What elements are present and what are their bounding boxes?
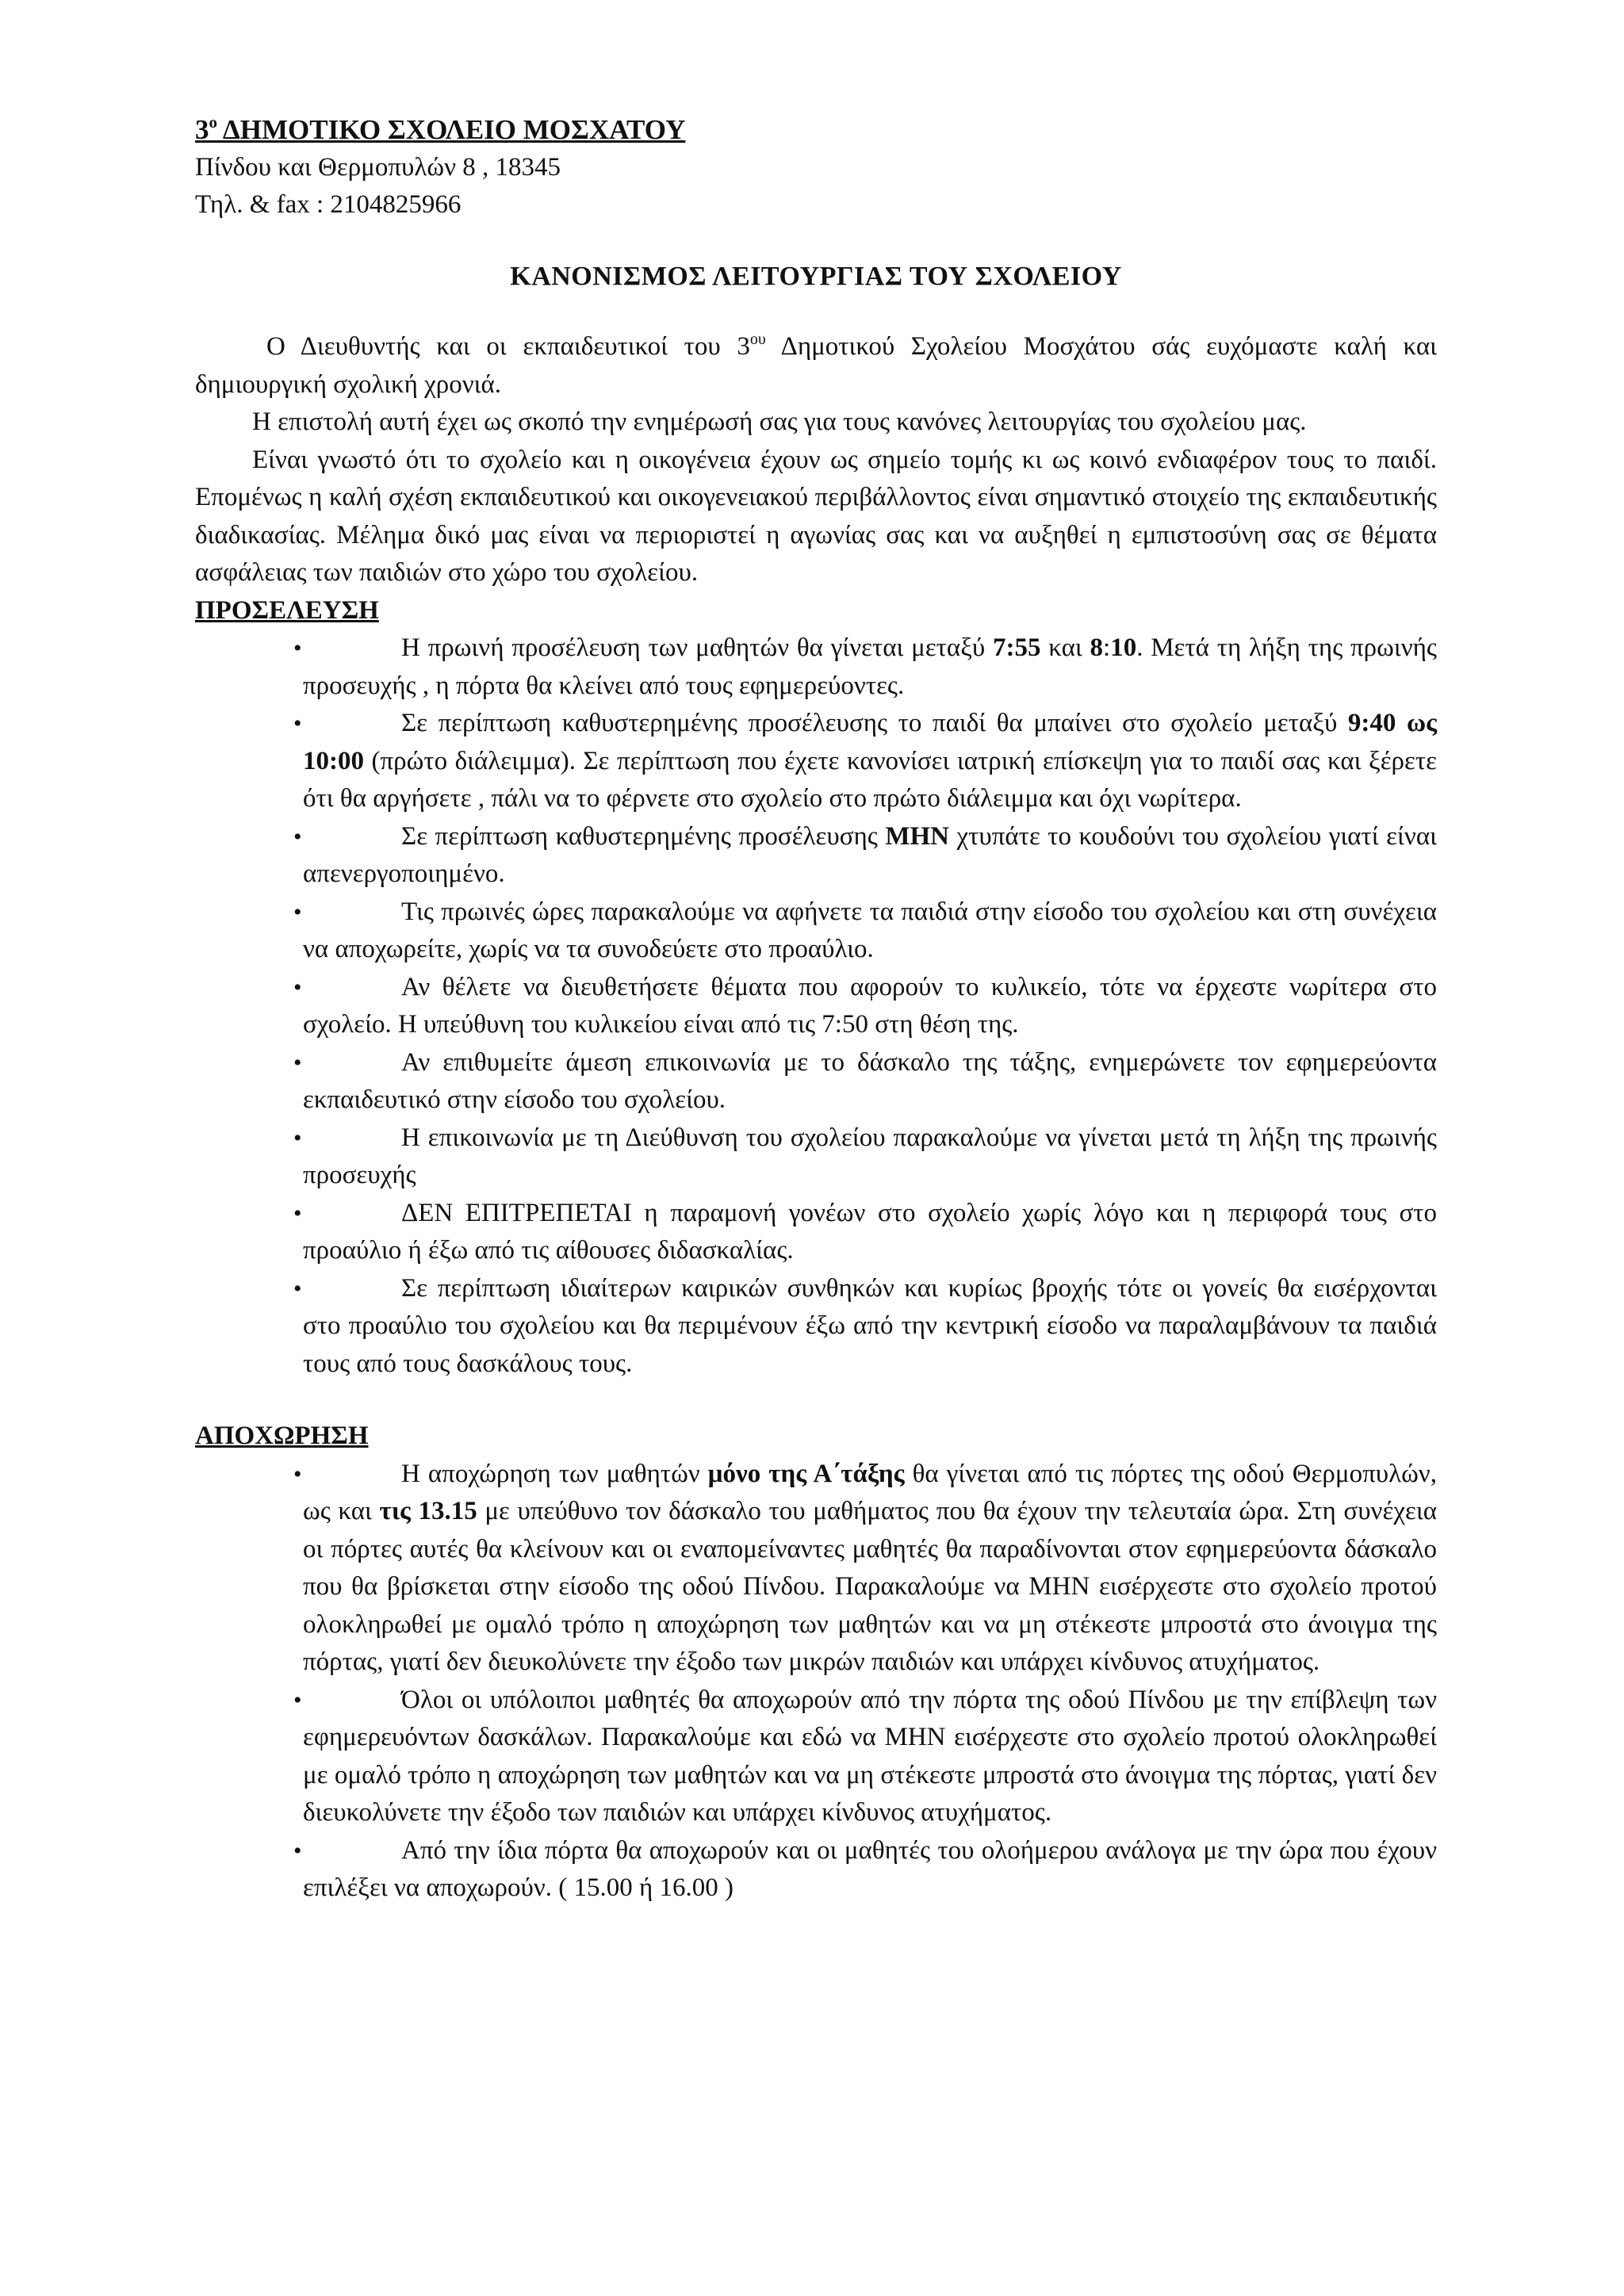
arrival-item-3-emphasis: ΜΗΝ (885, 821, 949, 851)
list-item (293, 894, 1437, 969)
arrival-time-start: 7:55 (993, 633, 1041, 662)
departure-item-1-text-a: Η αποχώρηση των μαθητών (401, 1459, 708, 1488)
school-ordinal: 3 (195, 114, 209, 145)
arrival-item-8-text: ΔΕΝ ΕΠΙΤΡΕΠΕΤΑΙ η παραμονή γονέων στο σχολείο χωρίς λόγο και η περιφορά τους στο προαύλιο ή έξω από τις αίθουσες διδασκαλίας. (303, 1198, 1437, 1265)
arrival-time-end-hour: 8 (1090, 633, 1104, 662)
departure-item-1-text-c: θα γίνεται από τις πόρτες της οδού Θερμοπυλών, ως και (303, 1459, 1437, 1525)
departure-heading: ΑΠΟΧΩΡΗΣΗ (195, 1422, 369, 1450)
late-arrival-window: 9:40 ως 10:00 (303, 709, 1437, 775)
departure-item-1-text-e: με υπεύθυνο τον δάσκαλο του μαθήματος που θα έχουν την τελευταία ώρα. Στη συνέχεια οι πόρτες αυτές θα κλείνουν και οι εναπομείναντες μαθητές θα παραδίνονται στον εφημερεύοντα δάσκαλο που θα βρίσκεται στην είσοδο της οδού Πίνδου. Παρακαλούμε να ΜΗΝ εισέρχεστε στο σχολείο προτού ολοκληρωθεί με ομαλό τρόπο η αποχώρηση των μαθητών και να μη στέκεστε μπροστά στο άνοιγμα της πόρτας, γιατί δεν διευκολύνετε την έξοδο των μικρών παιδιών και υπάρχει κίνδυνος ατυχήματος. (303, 1497, 1437, 1676)
school-name-text: ΔΗΜΟΤΙΚΟ ΣΧΟΛΕΙΟ ΜΟΣΧΑΤΟΥ (217, 114, 686, 145)
list-item (293, 818, 1437, 894)
list-item (293, 1682, 1437, 1832)
school-name (195, 111, 1437, 149)
bullet-icon: • (293, 974, 302, 1001)
departure-item-2-text: Όλοι οι υπόλοιποι μαθητές θα αποχωρούν από την πόρτα της οδού Πίνδου με την επίβλεψη των εφημερευόντων δασκάλων. Παρακαλούμε και εδώ να ΜΗΝ εισέρχεστε στο σχολείο προτού ολοκληρωθεί με ομαλό τρόπο η αποχώρηση των μαθητών και να μη στέκεστε μπροστά στο άνοιγμα της πόρτας, γιατί δεν διευκολύνετε την έξοδο των παιδιών και υπάρχει κίνδυνος ατυχήματος. (303, 1685, 1437, 1827)
arrival-time-end-min: 10 (1110, 633, 1137, 662)
list-item (293, 1832, 1437, 1908)
school-phone: Τηλ. & fax : 2104825966 (195, 190, 462, 219)
list-item (293, 1119, 1437, 1195)
bullet-icon: • (293, 1200, 302, 1226)
arrival-time-colon: : (1103, 633, 1111, 662)
list-item (293, 1456, 1437, 1682)
bullet-icon: • (293, 898, 302, 925)
bullet-icon: • (293, 635, 302, 661)
bullet-icon: • (293, 1049, 302, 1076)
bullet-icon: • (293, 1686, 302, 1713)
arrival-item-3-text-a: Σε περίπτωση καθυστερημένης προσέλευσης (401, 821, 886, 851)
bullet-icon: • (293, 1275, 302, 1302)
bullet-icon: • (293, 1837, 302, 1864)
bullet-icon: • (293, 1124, 302, 1151)
arrival-item-2-text-c: (πρώτο διάλειμμα). Σε περίπτωση που έχετε κανονίσει ιατρική επίσκεψη για το παιδί σας και ξέρετε ότι θα αργήσετε , πάλι να το φέρνετε στο σχολείο στο πρώτο διάλειμμα και όχι νωρίτερα. (303, 746, 1437, 813)
bullet-icon: • (293, 823, 302, 850)
arrival-item-9-text: Σε περίπτωση ιδιαίτερων καιρικών συνθηκών και κυρίως βροχής τότε οι γονείς θα εισέρχονται στο προαύλιο του σχολείου και θα περιμένουν έξω από την κεντρική είσοδο να παραλαμβάνουν τα παιδιά τους από τους δασκάλους τους. (303, 1273, 1437, 1378)
list-item (293, 705, 1437, 818)
arrival-item-1-text-g: . Μετά τη λήξη της πρωινής προσευχής , η πόρτα θα κλείνει από τους εφημερεύοντες. (303, 633, 1437, 700)
arrival-heading: ΠΡΟΣΕΛΕΥΣΗ (195, 595, 379, 625)
list-item (293, 1270, 1437, 1383)
intro-p1-text-a: Ο Διευθυντής και οι εκπαιδευτικοί του 3 (266, 332, 750, 361)
list-item (293, 1195, 1437, 1270)
arrival-item-7-text: Η επικοινωνία με τη Διεύθυνση του σχολείου παρακαλούμε να γίνεται μετά τη λήξη της πρωινής προσευχής (303, 1123, 1437, 1189)
departure-list (293, 1456, 1437, 1908)
arrival-item-4-text: Τις πρωινές ώρες παρακαλούμε να αφήνετε τα παιδιά στην είσοδο του σχολείου και στη συνέχεια να αποχωρείτε, χωρίς να τα συνοδεύετε στο προαύλιο. (303, 897, 1437, 963)
arrival-item-2-text-a: Σε περίπτωση καθυστερημένης προσέλευσης το παιδί θα μπαίνει στο σχολείο μεταξύ (401, 709, 1348, 737)
document-title: ΚΑΝΟΝΙΣΜΟΣ ΛΕΙΤΟΥΡΓΙΑΣ ΤΟΥ ΣΧΟΛΕΙΟΥ (510, 261, 1122, 291)
school-ordinal-sup: ο (209, 113, 217, 132)
intro-p1-sup: ου (749, 331, 766, 348)
document-page (195, 111, 1437, 1908)
bullet-icon: • (293, 1460, 302, 1487)
departure-grade-emphasis: μόνο της Α΄τάξης (707, 1459, 905, 1488)
arrival-item-1-text-a: Η πρωινή προσέλευση των μαθητών θα γίνεται μεταξύ (401, 633, 994, 662)
departure-item-3-text: Από την ίδια πόρτα θα αποχωρούν και οι μαθητές του ολοήμερου ανάλογα με την ώρα που έχουν επιλέξει να αποχωρούν. ( 15.00 ή 16.00 ) (303, 1835, 1437, 1902)
list-item (293, 969, 1437, 1044)
departure-time-emphasis: τις 13.15 (379, 1497, 477, 1525)
intro-p1-text-b: Δημοτικού Σχολείου Μοσχάτου σάς ευχόμαστε καλή και δημιουργική σχολική χρονιά. (195, 332, 1437, 399)
school-address: Πίνδου και Θερμοπυλών 8 , 18345 (195, 152, 561, 182)
arrival-item-3-text-c: χτυπάτε το κουδούνι του σχολείου γιατί είναι απενεργοποιημένο. (303, 821, 1437, 888)
intro-paragraph-1 (195, 328, 1437, 404)
arrival-item-1-text-c: και (1040, 633, 1090, 662)
intro-paragraph-3: Είναι γνωστό ότι το σχολείο και η οικογένεια έχουν ως σημείο τομής κι ως κοινό ενδιαφέρον τους το παιδί. Επομένως η καλή σχέση εκπαιδευτικού και οικογενειακού περιβάλλοντος είναι σημαντικό στοιχείο της εκπαιδευτικής διαδικασίας. Μέλημα δικό μας είναι να περιοριστεί η αγωνίας σας και να αυξηθεί η εμπιστοσύνη σας σε θέματα ασφάλειας των παιδιών στο χώρο του σχολείου. (195, 445, 1437, 587)
intro-paragraph-2: Η επιστολή αυτή έχει ως σκοπό την ενημέρωσή σας για τους κανόνες λειτουργίας του σχολείου μας. (252, 408, 1307, 436)
arrival-list (293, 629, 1437, 1383)
arrival-item-5-text: Αν θέλετε να διευθετήσετε θέματα που αφορούν το κυλικείο, τότε να έρχεστε νωρίτερα στο σχολείο. Η υπεύθυνη του κυλικείου είναι από τις 7:50 στη θέση της. (303, 972, 1437, 1039)
arrival-item-6-text: Αν επιθυμείτε άμεση επικοινωνία με το δάσκαλο της τάξης, ενημερώνετε τον εφημερεύοντα εκπαιδευτικό στην είσοδο του σχολείου. (303, 1047, 1437, 1114)
list-item (293, 1044, 1437, 1119)
list-item (293, 629, 1437, 705)
bullet-icon: • (293, 710, 302, 737)
